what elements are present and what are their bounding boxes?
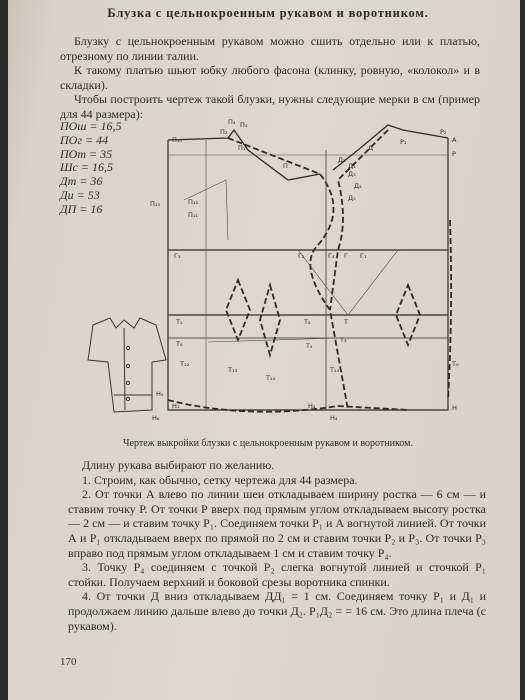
point-label: Т₉ (452, 360, 459, 368)
point-label: Т₁₃ (228, 366, 238, 374)
point-label: Н₄ (330, 414, 338, 422)
body-paragraph: 4. От точки Д вниз откладываем ДД₁ = 1 см. Соединяем точку Р₁ и Д₁ и продолжаем линию дальше влево до точки Д₂. Р₁Д₂ = = 16 см. Это длина плеча (с рукавом). (68, 589, 486, 633)
point-label: Т₁₂ (180, 360, 190, 368)
intro-paragraph: Блузку с цельнокроенным рукавом можно сшить отдельно или к платью, отрезному по линии талии. (60, 34, 480, 63)
measure-row: ДП = 16 (60, 201, 103, 216)
point-label: Н₁ (172, 402, 180, 410)
page-title: Блузка с цельнокроенным рукавом и воротником. (107, 6, 429, 20)
blouse-sketch (88, 318, 166, 412)
point-label: П₂ (220, 128, 228, 136)
point-label: Г (344, 252, 348, 260)
body-paragraph: 1. Строим, как обычно, сетку чертежа для 44 размера. (82, 472, 358, 487)
pattern-construction-lines (168, 140, 448, 410)
pattern-grid (168, 125, 448, 410)
point-label: Р (452, 150, 456, 158)
point-label: П₁₁ (188, 211, 199, 219)
measure-row: ПОт = 35 (60, 146, 113, 161)
body-paragraph: 2. От точки А влево по линии шеи откладываем ширину ростка — 6 см — и ставим точку Р. От точки Р вверх под прямым углом откладываем высоту ростка — 2 см — и ставим точку Р₁. Соединяем точки Р₁ и А вогнутой линией. От точки А и Р₁ откладываем вверх по прямой по 2 см и ставим точки Р₂ и Р₃. От точки Р₃ вправо под прямым углом откладываем 1 см и ставим точку Р₄. (68, 487, 486, 560)
point-label: Т₃ (340, 336, 347, 344)
measure-row: ПОг = 44 (60, 132, 109, 147)
point-label: Т₆ (176, 340, 183, 348)
body-paragraph: Длину рукава выбирают по желанию. (82, 458, 275, 472)
point-label: П (283, 162, 288, 170)
point-label: Г₁ (360, 252, 367, 260)
point-label: Г₄ (328, 252, 335, 260)
point-label: А (452, 136, 457, 144)
point-label: Д₃ (348, 170, 356, 178)
measure-row: Дт = 36 (60, 174, 103, 189)
point-label: Д₁ (348, 162, 356, 170)
page-number: 170 (60, 656, 77, 668)
measure-row: Шс = 16,5 (60, 160, 113, 175)
point-label: Р₁ (400, 138, 407, 146)
point-label: Н (452, 404, 457, 412)
intro-paragraph: К такому платью шьют юбку любого фасона (клинку, ровную, «колокол» и в складки). (60, 63, 480, 92)
point-label: Д₄ (354, 182, 362, 190)
point-label: Н₆ (152, 414, 160, 422)
point-label: Д₅ (348, 194, 356, 202)
measurements-list (60, 120, 122, 217)
point-label: Г₂ (298, 252, 305, 260)
point-label: П₁₂ (188, 198, 199, 206)
point-label: П₁₀ (172, 136, 183, 144)
point-label: П₁ (238, 144, 246, 152)
point-label: Д (368, 144, 374, 152)
body-text (68, 458, 486, 633)
point-label: Т₂ (304, 318, 311, 326)
figure-caption: Чертеж выкройки блузки с цельнокроенным рукавом и воротником. (123, 438, 413, 449)
point-label: Т₁₄ (266, 374, 276, 382)
pattern-dashed-lines (168, 130, 451, 412)
point-label: Т₁₀ (330, 366, 340, 374)
intro-paragraph: Чтобы построить чертеж такой блузки, нужны следующие мерки в см (пример для 44 размера): (60, 92, 480, 121)
measure-row: ПОш = 16,5 (60, 119, 122, 133)
intro-text (60, 34, 480, 121)
point-label: Т (344, 318, 348, 326)
point-label: П₄ (240, 121, 248, 129)
point-label: Т₁ (176, 318, 183, 326)
measure-row: Ди = 53 (60, 187, 100, 202)
point-label: П₁₃ (150, 200, 161, 208)
book-page (8, 0, 520, 700)
point-label: Д₂ (338, 156, 346, 164)
point-label: Н₂ (308, 402, 316, 410)
point-label: Р₂ (440, 128, 447, 136)
point-label: Г₃ (174, 252, 181, 260)
point-label: Н₅ (156, 390, 164, 398)
point-labels (150, 118, 459, 422)
point-label: П₃ (228, 118, 236, 126)
point-label: Т₄ (306, 342, 313, 350)
body-paragraph: 3. Точку Р₄ соединяем с точкой Р₂ слегка вогнутой линией и сточкой Р₁ стойки. Получаем верхний и боковой срезы воротника спинки. (68, 560, 486, 589)
